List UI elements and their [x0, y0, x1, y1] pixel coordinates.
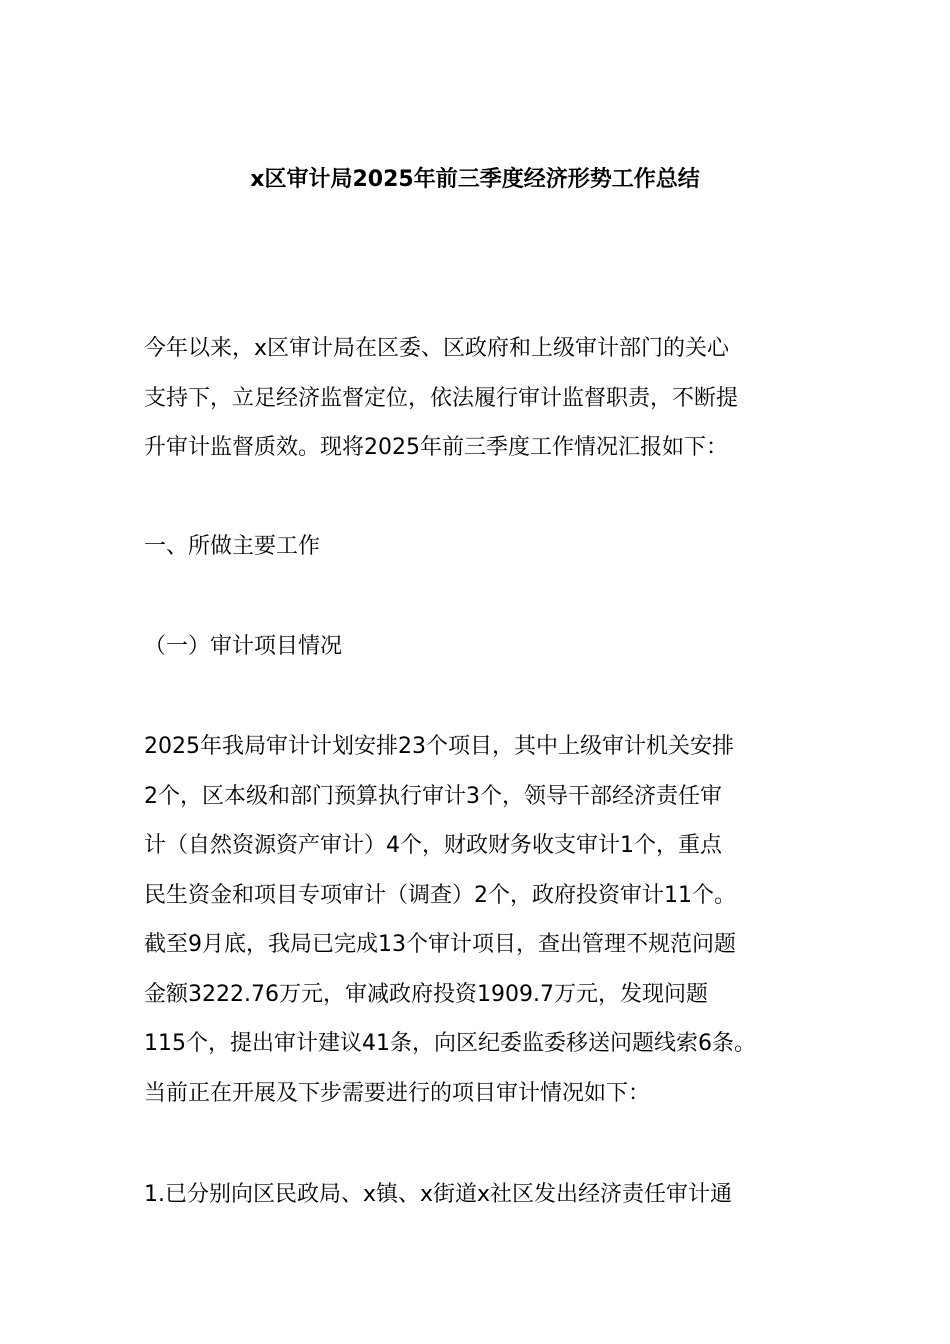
section-heading — [144, 522, 824, 572]
section-heading-text: 一、所做主要工作 — [144, 534, 321, 559]
body-line: 当前正在开展及下步需要进行的项目审计情况如下： — [144, 1080, 651, 1106]
body-line: 115个，提出审计建议41条，向区纪委监委移送问题线索6条。 — [144, 1031, 756, 1056]
subsection-heading-text: （一）审计项目情况 — [144, 634, 343, 659]
body-line: 截至9月底，我局已完成13个审计项目，查出管理不规范问题 — [144, 932, 736, 957]
intro-paragraph — [144, 324, 824, 473]
body-line: 民生资金和项目专项审计（调查）2个，政府投资审计11个。 — [144, 882, 736, 908]
item-1-line: 1.已分别向区民政局、x镇、x街道x社区发出经济责任审计通 — [144, 1182, 733, 1207]
subsection-heading — [144, 622, 824, 672]
body-line: 2个，区本级和部门预算执行审计3个，领导干部经济责任审 — [144, 783, 722, 809]
body-line: 金额3222.76万元，审减政府投资1909.7万元，发现问题 — [144, 981, 708, 1007]
intro-line: 今年以来，x区审计局在区委、区政府和上级审计部门的关心 — [144, 336, 730, 361]
intro-line: 支持下，立足经济监督定位，依法履行审计监督职责，不断提 — [144, 385, 739, 411]
intro-line: 升审计监督质效。现将2025年前三季度工作情况汇报如下： — [144, 435, 728, 460]
audit-projects-paragraph — [144, 722, 824, 1118]
item-1-paragraph — [144, 1170, 824, 1220]
body-line: 2025年我局审计计划安排23个项目，其中上级审计机关安排 — [144, 734, 734, 759]
body-line: 计（自然资源资产审计）4个，财政财务收支审计1个，重点 — [144, 833, 722, 858]
document-title: x区审计局2025年前三季度经济形势工作总结 — [250, 167, 700, 192]
